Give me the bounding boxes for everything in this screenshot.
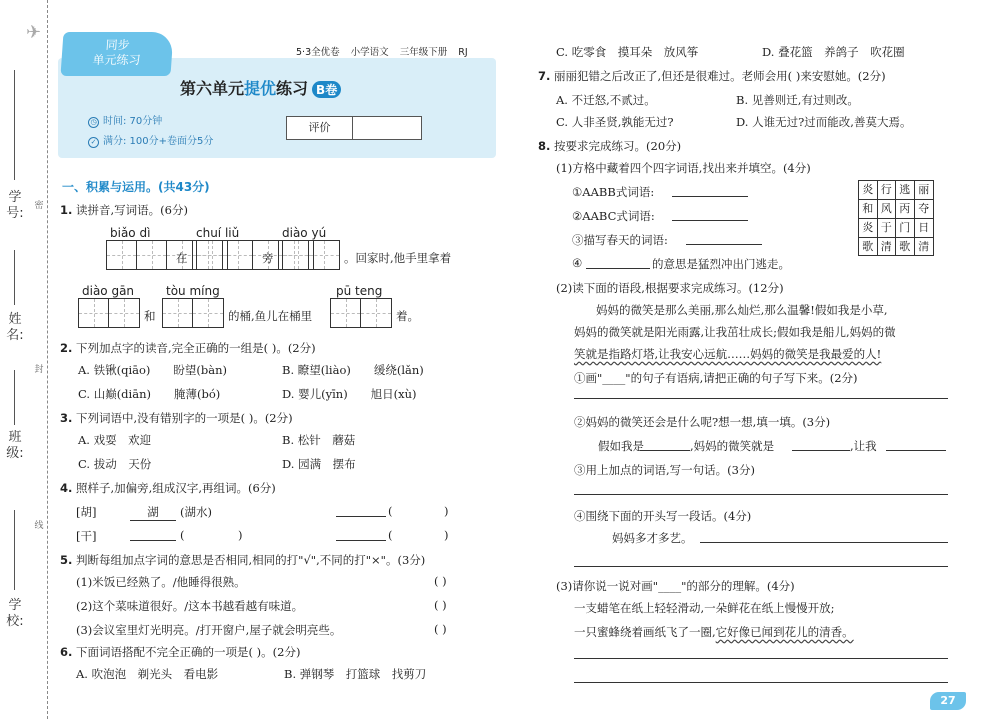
q6-num: 6. xyxy=(60,645,73,659)
passage-line-2: 妈妈的微笑就是阳光雨露,让我茁壮成长;假如我是船儿,妈妈的微 xyxy=(574,325,896,339)
q8-2-sub-3: ③用上加点的词语,写一句话。(3分) xyxy=(574,463,755,477)
q7-text: 丽丽犯错之后改正了,但还是很难过。老师会用( )来安慰她。(2分) xyxy=(554,69,886,83)
poem-line-1: 一支蜡笔在纸上轻轻滑动,一朵鲜花在纸上慢慢开放; xyxy=(574,601,835,615)
q8-1b-blank[interactable] xyxy=(672,220,748,221)
pinyin-2: chuí liǔ xyxy=(196,226,240,240)
q8-2-sub-2: ②妈妈的微笑还会是什么呢?想一想,填一填。(3分) xyxy=(574,415,831,429)
seal-mark-1: 密 xyxy=(34,201,44,211)
pinyin-5: tòu míng xyxy=(166,284,220,298)
poem-line-2a: 一只蜜蜂绕着画纸飞了一圈, xyxy=(574,625,716,639)
pinyin-4: diào gān xyxy=(82,284,135,298)
grid-cell: 炎 xyxy=(859,181,878,200)
q2-stem xyxy=(60,340,316,356)
paragraph-start: 妈妈多才多艺。 xyxy=(612,531,693,545)
q5-item-2: (2)这个菜味道很好。/这本书越看越有味道。 xyxy=(76,599,304,613)
q2-num: 2. xyxy=(60,341,73,355)
q2-option-b[interactable]: B. 瞭望(liào) 缓绕(lǎn) xyxy=(282,363,424,377)
q2-option-d[interactable]: D. 婴儿(yīn) 旭日(xù) xyxy=(282,387,417,401)
q5-answer-1[interactable]: ( ) xyxy=(434,574,447,588)
q8-2-sub-4-line-1[interactable] xyxy=(700,542,948,543)
pinyin-6: pū teng xyxy=(336,284,383,298)
q7-option-b[interactable]: B. 见善则迁,有过则改。 xyxy=(736,93,859,107)
time-info xyxy=(88,112,162,128)
eval-label: 评价 xyxy=(287,117,353,139)
hidden-word-grid xyxy=(858,180,934,256)
q5-num: 5. xyxy=(60,553,73,567)
poem-line-2 xyxy=(574,624,854,640)
school-label: 学校: xyxy=(6,598,24,629)
q1-word-5: 的桶,鱼儿在桶里 xyxy=(228,309,313,323)
q7-stem xyxy=(538,68,886,84)
q8-2-sub-3-line[interactable] xyxy=(574,494,948,495)
q8-1c-label: ③描写春天的词语: xyxy=(572,233,668,247)
fill-blank-3[interactable] xyxy=(886,450,946,451)
q1-num: 1. xyxy=(60,203,73,217)
q5-text: 判断每组加点字词的意思是否相同,相同的打"√",不同的打"×"。(3分) xyxy=(76,553,426,567)
name-line xyxy=(14,250,15,305)
grid-cell: 日 xyxy=(915,219,934,238)
name-label: 姓名: xyxy=(6,312,24,343)
char-box-5[interactable] xyxy=(162,298,224,328)
q8-1d-marker: ④ xyxy=(572,256,583,270)
fill-blank-1[interactable] xyxy=(640,450,690,451)
passage-line-3: 笑就是指路灯塔,让我安心远航……妈妈的微笑是我最爱的人! xyxy=(574,347,882,361)
grid-cell: 清 xyxy=(878,238,897,256)
grid-cell: 风 xyxy=(878,200,897,219)
q4-blank-3[interactable] xyxy=(336,540,386,541)
score-text: 满分: 100分+卷面分5分 xyxy=(103,136,214,147)
fill-b: ,妈妈的微笑就是 xyxy=(690,439,775,453)
q8-part-1: (1)方格中藏着四个四字词语,找出来并填空。(4分) xyxy=(556,161,811,175)
check-icon: ✓ xyxy=(88,137,99,148)
q8-2-sub-4-line-2[interactable] xyxy=(574,566,948,567)
fill-c: ,让我 xyxy=(850,439,877,453)
q8-stem xyxy=(538,138,681,154)
student-no-line xyxy=(14,70,15,180)
fill-blank-2[interactable] xyxy=(792,450,850,451)
page-number: 27 xyxy=(930,692,966,710)
badge-line-2: 单元练习 xyxy=(92,53,142,67)
q8-1a-blank[interactable] xyxy=(672,196,748,197)
q8-1d-text: 的意思是猛烈冲出门逃走。 xyxy=(652,257,790,271)
q4-blank-2[interactable] xyxy=(130,540,176,541)
subject: 小学语文 xyxy=(350,47,389,58)
q2-text: 下列加点字的读音,完全正确的一组是( )。(2分) xyxy=(76,341,316,355)
seal-mark-3: 线 xyxy=(34,521,44,531)
title-highlight: 提优 xyxy=(244,79,277,98)
q8-1d-blank[interactable] xyxy=(586,268,650,269)
q4-stem xyxy=(60,480,276,496)
q5-item-1: (1)米饭已经熟了。/他睡得很熟。 xyxy=(76,575,246,589)
q2-option-a[interactable]: A. 铁锹(qiāo) 盼望(bàn) xyxy=(78,363,228,377)
q1-stem xyxy=(60,202,188,218)
char-box-3[interactable] xyxy=(278,240,340,270)
grid-cell: 丙 xyxy=(896,200,915,219)
q3-option-d[interactable]: D. 园满 摆布 xyxy=(282,457,356,471)
q6-option-b[interactable]: B. 弹钢琴 打篮球 找剪刀 xyxy=(284,667,427,681)
volume-badge: B卷 xyxy=(312,81,341,98)
q8-part-3: (3)请你说一说对画"____"的部分的理解。(4分) xyxy=(556,579,795,593)
q8-num: 8. xyxy=(538,139,551,153)
q4-paren-1-close: ) xyxy=(444,504,449,518)
grid-cell: 歌 xyxy=(896,238,915,256)
q3-option-b[interactable]: B. 松针 蘑菇 xyxy=(282,433,356,447)
q8-1b-label: ②AABC式词语: xyxy=(572,209,655,223)
q4-row1-radical: [胡] xyxy=(76,505,97,519)
q4-row1-char: 湖 xyxy=(130,504,176,521)
q7-option-d[interactable]: D. 人谁无过?过而能改,善莫大焉。 xyxy=(736,115,912,129)
q5-item-3: (3)会议室里灯光明亮。/打开窗户,屋子就会明亮些。 xyxy=(76,623,342,637)
q7-num: 7. xyxy=(538,69,551,83)
q1-word-6: 着。 xyxy=(396,309,419,323)
grid-cell: 清 xyxy=(918,240,930,253)
score-info xyxy=(88,132,213,148)
series-line xyxy=(296,44,468,58)
q4-paren-3-close: ) xyxy=(444,528,449,542)
grid-cell: 夺 xyxy=(915,200,934,219)
q4-blank-1[interactable] xyxy=(336,516,386,517)
edition: RJ xyxy=(458,47,468,58)
series-name: 5·3全优卷 xyxy=(296,47,340,58)
student-no-label: 学号: xyxy=(6,190,24,221)
q3-num: 3. xyxy=(60,411,73,425)
grid-cell: 行 xyxy=(878,181,897,200)
q3-text: 下列词语中,没有错别字的一项是( )。(2分) xyxy=(76,411,293,425)
q6-text: 下面词语搭配不完全正确的一项是( )。(2分) xyxy=(76,645,301,659)
q8-2-sub-1: ①画"____"的句子有语病,请把正确的句子写下来。(2分) xyxy=(574,371,858,385)
grade: 三年级下册 xyxy=(399,47,448,58)
q8-part-2: (2)读下面的语段,根据要求完成练习。(12分) xyxy=(556,281,784,295)
seal-mark-2: 封 xyxy=(34,365,44,375)
q1-word-3: 。回家时,他手里拿着 xyxy=(344,251,452,265)
grid-cell: 门 xyxy=(896,219,915,238)
char-box-4[interactable] xyxy=(78,298,140,328)
pinyin-3: diào yú xyxy=(282,226,327,240)
q6-option-c[interactable]: C. 吃零食 摸耳朵 放风筝 xyxy=(556,45,699,59)
q1-word-1: 在 xyxy=(176,251,188,265)
evaluation-box[interactable] xyxy=(286,116,422,140)
grid-cell: 逃 xyxy=(896,181,915,200)
passage-line-1: 妈妈的微笑是那么美丽,那么灿烂,那么温馨!假如我是小草, xyxy=(596,303,888,317)
q8-3-line-2[interactable] xyxy=(574,682,948,683)
q4-paren-2-close: ) xyxy=(238,528,243,542)
q8-2-sub-4: ④围绕下面的开头写一段话。(4分) xyxy=(574,509,752,523)
q3-option-a[interactable]: A. 戏耍 欢迎 xyxy=(78,433,152,447)
clock-icon: ◷ xyxy=(88,117,99,128)
grid-cell: 炎 xyxy=(859,219,878,238)
poem-line-2b: 它好像已闻到花儿的清香。 xyxy=(715,625,854,639)
q6-stem xyxy=(60,644,300,660)
title-part-a: 第六单元 xyxy=(180,79,245,98)
grid-cell: 丽 xyxy=(915,181,934,200)
section-1-title: 一、积累与运用。(共43分) xyxy=(62,180,210,194)
class-line xyxy=(14,370,15,425)
q8-1c-blank[interactable] xyxy=(686,244,762,245)
badge-line-1: 同步 xyxy=(105,38,131,52)
q4-paren-2: ( xyxy=(180,528,185,542)
q8-3-line-1[interactable] xyxy=(574,658,948,659)
q1-text: 读拼音,写词语。(6分) xyxy=(76,203,188,217)
q4-row2-radical: [干] xyxy=(76,529,97,543)
q8-1a-label: ①AABB式词语: xyxy=(572,185,655,199)
unit-badge xyxy=(60,32,173,76)
q8-text: 按要求完成练习。(20分) xyxy=(554,139,682,153)
page-title xyxy=(180,76,341,99)
q5-answer-2[interactable]: ( ) xyxy=(434,598,447,612)
title-part-c: 练习 xyxy=(276,79,309,98)
q3-stem xyxy=(60,410,293,426)
q5-stem xyxy=(60,552,425,568)
pinyin-1: biǎo dì xyxy=(110,226,151,240)
school-line xyxy=(14,510,15,590)
q6-option-d[interactable]: D. 叠花篮 养鸽子 吹花圈 xyxy=(762,45,905,59)
char-box-6[interactable] xyxy=(330,298,392,328)
grid-cell: 歌 xyxy=(859,238,878,256)
q4-text: 照样子,加偏旁,组成汉字,再组词。(6分) xyxy=(76,481,276,495)
class-label: 班级: xyxy=(6,430,24,461)
q1-word-2: 旁 xyxy=(262,251,274,265)
q4-row1-word: (湖水) xyxy=(180,505,212,519)
q7-option-a[interactable]: A. 不迁怒,不贰过。 xyxy=(556,93,656,107)
q2-option-c[interactable]: C. 山巅(diān) 腌薄(bó) xyxy=(78,387,221,401)
q4-paren-1: ( xyxy=(388,504,393,518)
time-text: 时间: 70分钟 xyxy=(103,116,163,127)
q4-paren-3: ( xyxy=(388,528,393,542)
rocket-icon: ✈ xyxy=(26,22,42,43)
grid-cell: 和 xyxy=(859,200,878,219)
q8-2-sub-1-line[interactable] xyxy=(574,398,948,399)
grid-cell: 于 xyxy=(878,219,897,238)
q4-num: 4. xyxy=(60,481,73,495)
q7-option-c[interactable]: C. 人非圣贤,孰能无过? xyxy=(556,115,674,129)
q1-word-4: 和 xyxy=(144,309,156,323)
q3-option-c[interactable]: C. 拔动 天份 xyxy=(78,457,152,471)
fill-a: 假如我是 xyxy=(598,439,644,453)
binding-strip xyxy=(0,0,48,719)
q5-answer-3[interactable]: ( ) xyxy=(434,622,447,636)
q6-option-a[interactable]: A. 吹泡泡 剃光头 看电影 xyxy=(76,667,219,681)
